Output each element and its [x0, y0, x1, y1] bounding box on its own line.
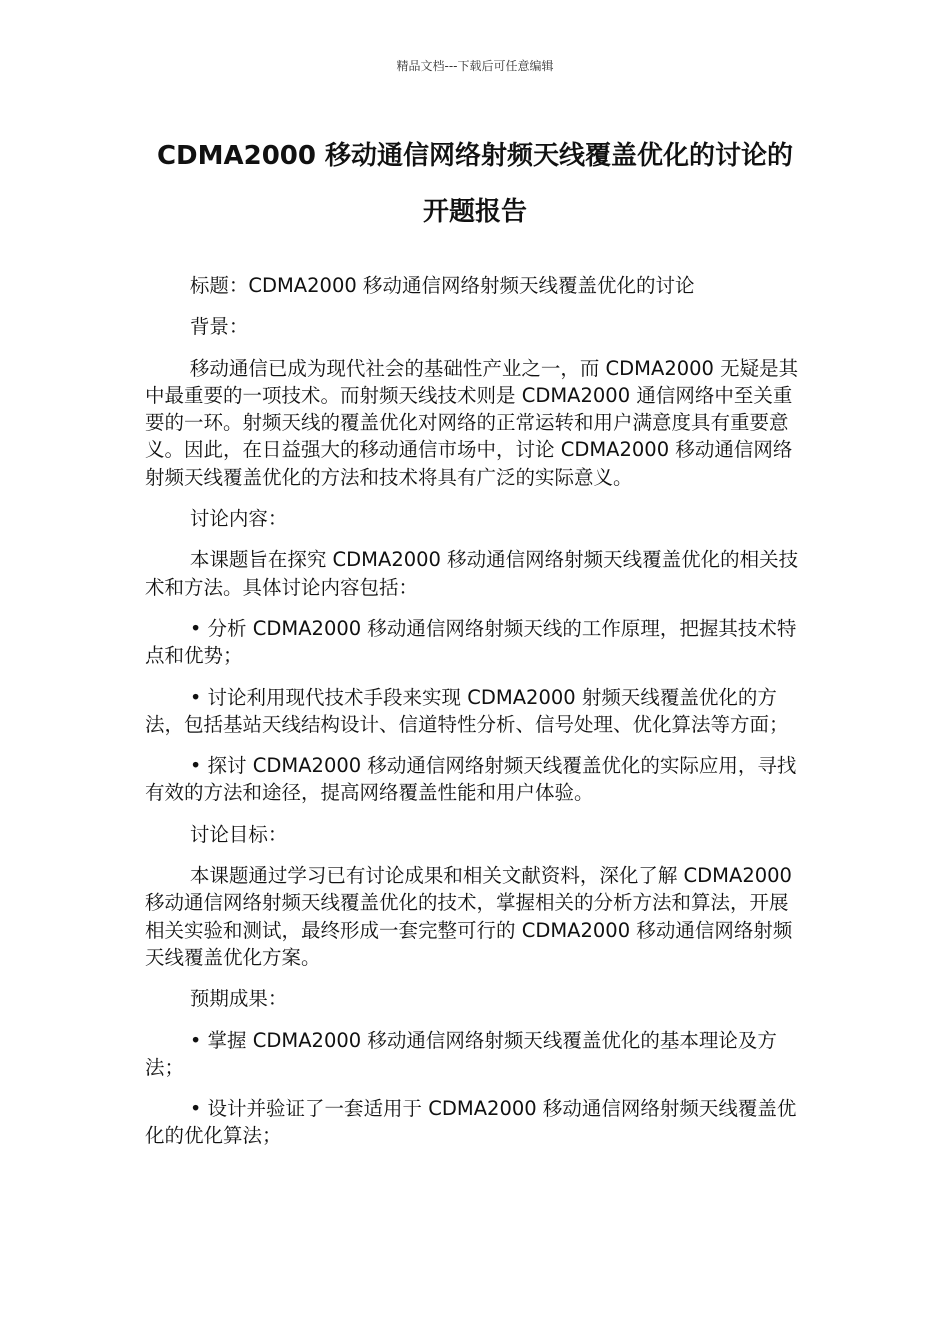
document-body	[145, 272, 805, 1164]
paragraph-content-heading: 讨论内容：	[189, 507, 288, 531]
paragraph-content-intro: 本课题旨在探究 CDMA2000 移动通信网络射频天线覆盖优化的相关技术和方法。具体讨论内容包括：	[145, 548, 799, 599]
document-title: CDMA2000 移动通信网络射频天线覆盖优化的讨论的开题报告	[156, 141, 794, 227]
paragraph-background-text: 移动通信已成为现代社会的基础性产业之一，而 CDMA2000 无疑是其中最重要的一项技术。而射频天线技术则是 CDMA2000 通信网络中至关重要的一环。射频天线的覆盖优化对网络的正常运转和用户满意度具有重要意义。因此，在日益强大的移动通信市场中，讨论 CDMA2000 移动通信网络射频天线覆盖优化的方法和技术将具有广泛的实际意义。	[145, 356, 799, 489]
page-header-note: 精品文档---下载后可任意编辑	[396, 59, 554, 73]
paragraph-content-bullet-3: • 探讨 CDMA2000 移动通信网络射频天线覆盖优化的实际应用，寻找有效的方法和途径，提高网络覆盖性能和用户体验。	[145, 754, 797, 805]
paragraph-outcome-heading: 预期成果：	[189, 987, 288, 1011]
paragraph-background-heading: 背景：	[189, 315, 249, 339]
paragraph-outcome-bullet-2: • 设计并验证了一套适用于 CDMA2000 移动通信网络射频天线覆盖优化的优化算法；	[145, 1097, 797, 1148]
paragraph-content-bullet-2: • 讨论利用现代技术手段来实现 CDMA2000 射频天线覆盖优化的方法，包括基站天线结构设计、信道特性分析、信号处理、优化算法等方面；	[145, 685, 789, 736]
paragraph-title-line: 标题：CDMA2000 移动通信网络射频天线覆盖优化的讨论	[189, 274, 695, 297]
paragraph-content-bullet-1: • 分析 CDMA2000 移动通信网络射频天线的工作原理，把握其技术特点和优势；	[145, 616, 797, 668]
paragraph-goal-text: 本课题通过学习已有讨论成果和相关文献资料，深化了解 CDMA2000 移动通信网络射频天线覆盖优化的技术，掌握相关的分析方法和算法，开展相关实验和测试，最终形成一套完整可行的 CDMA2000 移动通信网络射频天线覆盖优化方案。	[145, 864, 793, 969]
paragraph-goal-heading: 讨论目标：	[189, 822, 288, 846]
paragraph-outcome-bullet-1: • 掌握 CDMA2000 移动通信网络射频天线覆盖优化的基本理论及方法；	[145, 1028, 777, 1079]
